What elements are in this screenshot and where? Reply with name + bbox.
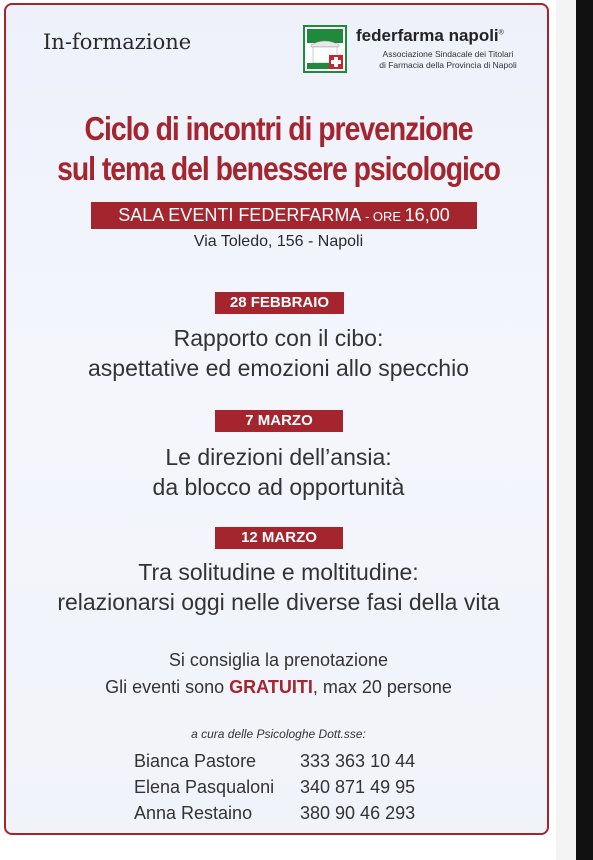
organizer-name: Bianca Pastore [134, 751, 257, 771]
event-topic-line-2: da blocco ad opportunità [152, 474, 405, 500]
event-topic-line-2: aspettative ed emozioni allo specchio [87, 355, 469, 381]
venue-time-label: - ORE [361, 209, 405, 224]
title-line-2: sul tema del benessere psicologico [57, 150, 500, 187]
brand-subtitle [358, 49, 538, 71]
brand-subtitle-line-1: Associazione Sindacale dei Titolari [382, 49, 514, 59]
event-topic [6, 323, 551, 383]
event-topic-line-2: relazionarsi oggi nelle diverse fasi della vita [57, 589, 500, 615]
event-topic-line-1: Le direzioni dell’ansia: [165, 444, 392, 470]
registered-mark: ® [498, 29, 504, 37]
organizer-phone: 380 90 46 293 [300, 803, 416, 823]
event-topic-line-1: Tra solitudine e moltitudine: [138, 559, 419, 585]
free-label: GRATUITI [229, 677, 313, 697]
event-topic [6, 557, 551, 617]
organizer-name: Elena Pasqualoni [134, 777, 275, 797]
booking-note: Si consiglia la prenotazione [168, 650, 389, 670]
title-line-1: Ciclo di incontri di prevenzione [84, 110, 473, 147]
event-date-badge: 7 MARZO [215, 410, 343, 432]
venue-address: Via Toledo, 156 - Napoli [193, 233, 364, 250]
flyer-title [44, 109, 513, 189]
event-date-badge: 12 MARZO [215, 527, 343, 549]
section-label: In-formazione [43, 30, 192, 54]
organizers-caption: a cura delle Psicologhe Dott.sse: [191, 727, 366, 741]
venue-banner [91, 202, 477, 229]
dark-side-strip [576, 0, 593, 860]
organizer-phone: 333 363 10 44 [300, 751, 416, 771]
federfarma-logo-icon [303, 25, 347, 73]
venue-hour: 16,00 [404, 205, 450, 225]
event-flyer [4, 3, 549, 835]
event-topic-line-1: Rapporto con il cibo: [173, 325, 384, 351]
page-edge [556, 0, 576, 860]
event-topic [6, 442, 551, 502]
free-events-note: Gli eventi sono GRATUITI, max 20 persone [105, 677, 452, 697]
organizer-name: Anna Restaino [134, 803, 253, 823]
venue-name: SALA EVENTI FEDERFARMA [118, 205, 362, 225]
brand-subtitle-line-2: di Farmacia della Provincia di Napoli [379, 60, 517, 70]
organizer-phone: 340 871 49 95 [300, 777, 416, 797]
event-date-badge: 28 FEBBRAIO [215, 292, 344, 314]
brand-name: federfarma napoli® [356, 26, 504, 45]
